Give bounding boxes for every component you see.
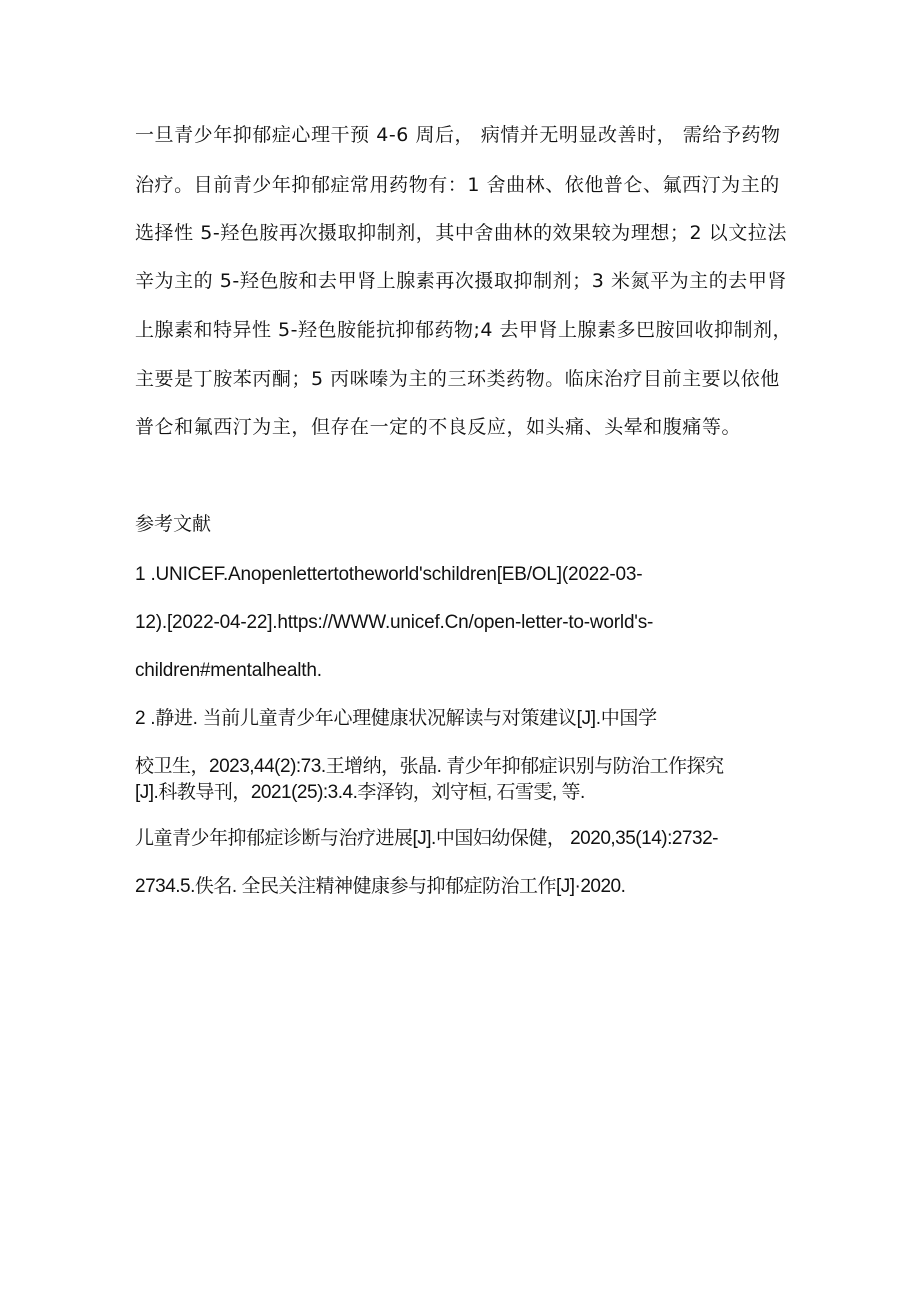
body-paragraph-line: 一旦青少年抑郁症心理干预 4-6 周后， 病情并无明显改善时， 需给予药物 — [135, 124, 781, 146]
reference-1-line: 12).[2022-04-22].https://WWW.unicef.Cn/open-letter-to-world's- — [135, 612, 654, 633]
body-paragraph-line: 普仑和氟西汀为主，但存在一定的不良反应，如头痛、头晕和腹痛等。 — [135, 416, 742, 438]
reference-2-line: [J].科教导刊，2021(25):3.4.李泽钧，刘守桓, 石雪雯, 等. — [135, 782, 585, 803]
body-paragraph-line: 选择性 5-羟色胺再次摄取抑制剂，其中舍曲林的效果较为理想；2 以文拉法 — [135, 222, 787, 244]
body-paragraph-line: 上腺素和特异性 5-羟色胺能抗抑郁药物;4 去甲肾上腺素多巴胺回收抑制剂， — [135, 319, 793, 341]
reference-1-line: 1 .UNICEF.Anopenlettertotheworld'schildren[EB/OL](2022-03- — [135, 564, 643, 585]
body-paragraph-line: 主要是丁胺苯丙酮；5 丙咪嗪为主的三环类药物。临床治疗目前主要以依他 — [135, 368, 780, 390]
reference-2-line: 儿童青少年抑郁症诊断与治疗进展[J].中国妇幼保健， 2020,35(14):2732- — [135, 828, 718, 849]
reference-2-line: 2 .静进. 当前儿童青少年心理健康状况解读与对策建议[J].中国学 — [135, 708, 657, 729]
reference-2-line: 校卫生，2023,44(2):73.王增纳，张晶. 青少年抑郁症识别与防治工作探究 — [135, 756, 724, 777]
reference-2-line: 2734.5.佚名. 全民关注精神健康参与抑郁症防治工作[J]·2020. — [135, 876, 626, 897]
body-paragraph-line: 治疗。目前青少年抑郁症常用药物有：1 舍曲林、依他普仑、氟西汀为主的 — [135, 174, 780, 196]
references-heading: 参考文献 — [135, 513, 212, 535]
body-paragraph-line: 辛为主的 5-羟色胺和去甲肾上腺素再次摄取抑制剂；3 米氮平为主的去甲肾 — [135, 270, 787, 292]
reference-1-line: children#mentalhealth. — [135, 660, 322, 681]
